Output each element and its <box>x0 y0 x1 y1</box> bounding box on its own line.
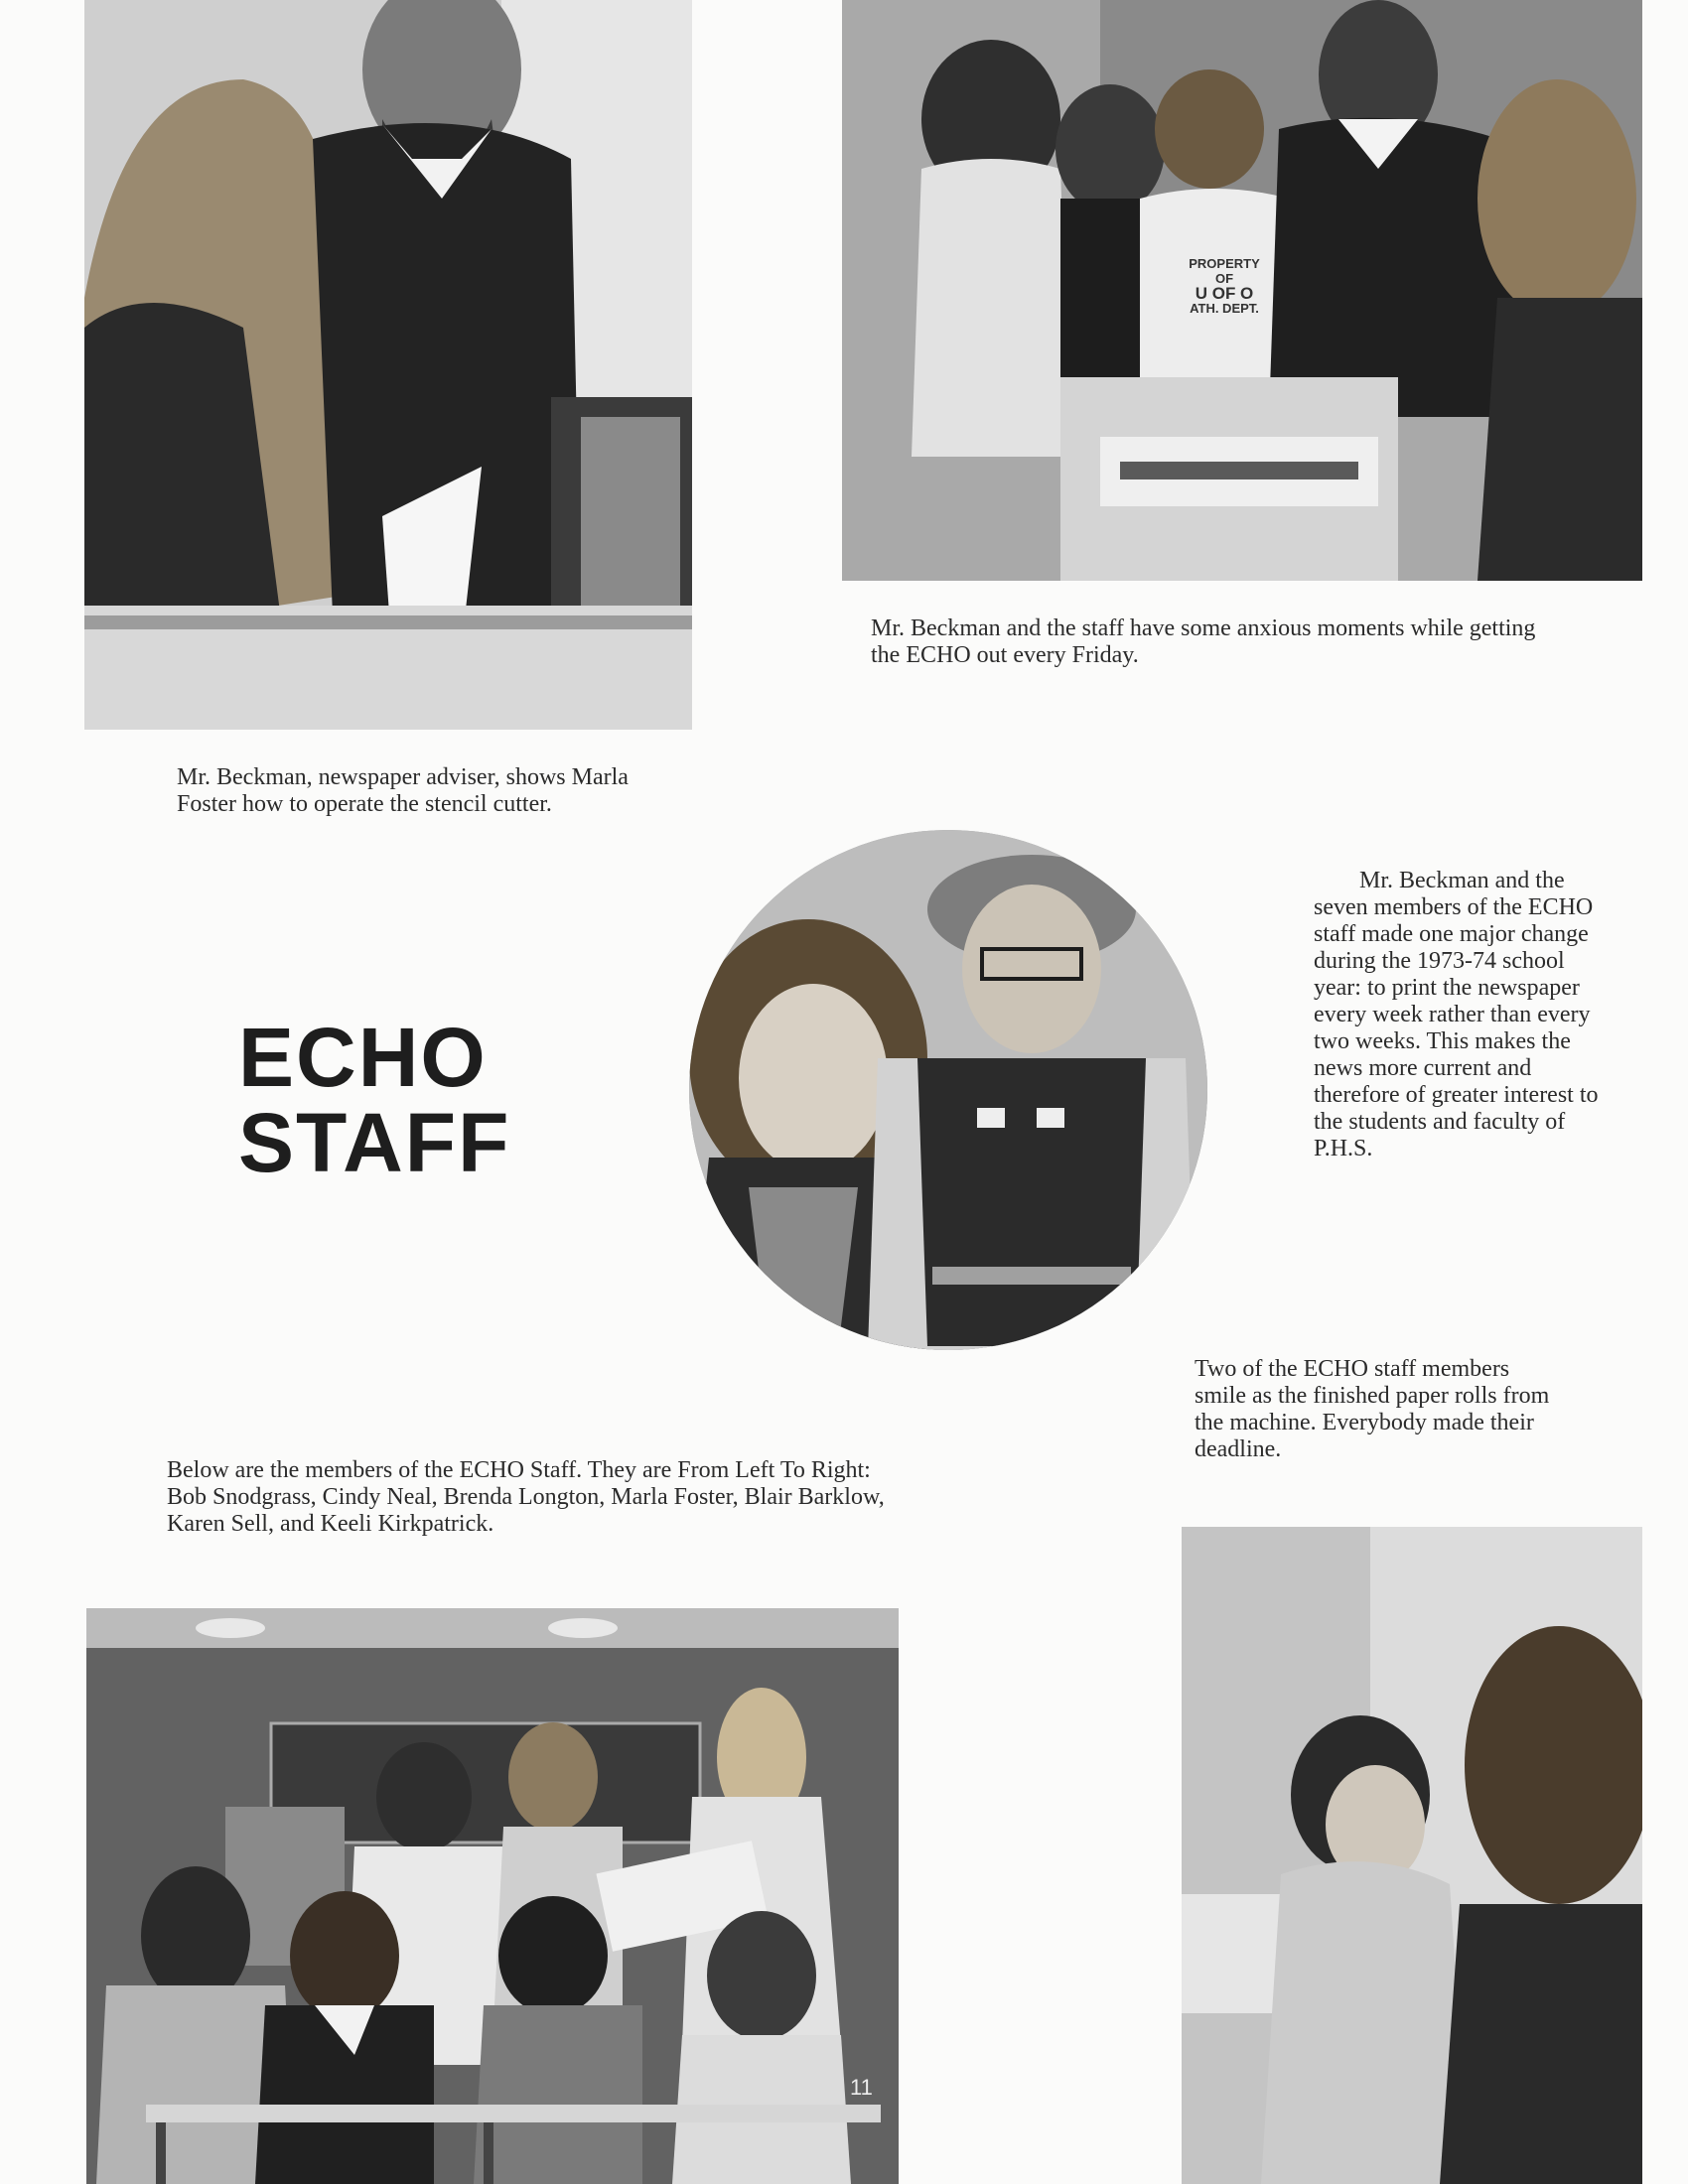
caption-lower-right: Two of the ECHO staff members smile as the finished paper rolls from the machine. Everybody made their deadline. <box>1195 1356 1550 1462</box>
shirt-text-line-4: ATH. DEPT. <box>1190 301 1259 316</box>
shirt-text-line-2: OF <box>1214 271 1234 286</box>
photo-stencil-cutter <box>84 0 692 730</box>
photo-staff-group <box>86 1608 899 2184</box>
caption-top-right: Mr. Beckman and the staff have some anxious moments while getting the ECHO out every Friday. <box>871 615 1536 668</box>
shirt-print <box>1170 256 1279 316</box>
page-number: 11 <box>850 2075 873 2100</box>
photo-two-staff-smiling <box>1182 1527 1642 2184</box>
page-title-line-1: ECHO <box>238 1011 488 1104</box>
photo-oval-staff-members <box>689 830 1207 1350</box>
caption-top-left: Mr. Beckman, newspaper adviser, shows Marla Foster how to operate the stencil cutter. <box>177 764 629 817</box>
caption-lower-left: Below are the members of the ECHO Staff. They are From Left To Right: Bob Snodgrass, Cindy Neal, Brenda Longton, Marla Foster, Blair Barklow, Karen Sell, and Keeli Kirkpatrick. <box>167 1457 885 1537</box>
caption-middle-right: Mr. Beckman and the seven members of the ECHO staff made one major change during the 1973-74 school year: to print the newspaper every week rather than every two weeks. This makes the news more current and therefore of greater interest to the students and faculty of P.H.S. <box>1314 868 1599 1161</box>
shirt-text-line-1: PROPERTY <box>1189 256 1260 271</box>
shirt-text-line-3: U OF O <box>1195 284 1254 303</box>
photo-staff-at-machine <box>842 0 1642 581</box>
page-title <box>238 1011 511 1189</box>
page-title-line-2: STAFF <box>238 1096 511 1189</box>
